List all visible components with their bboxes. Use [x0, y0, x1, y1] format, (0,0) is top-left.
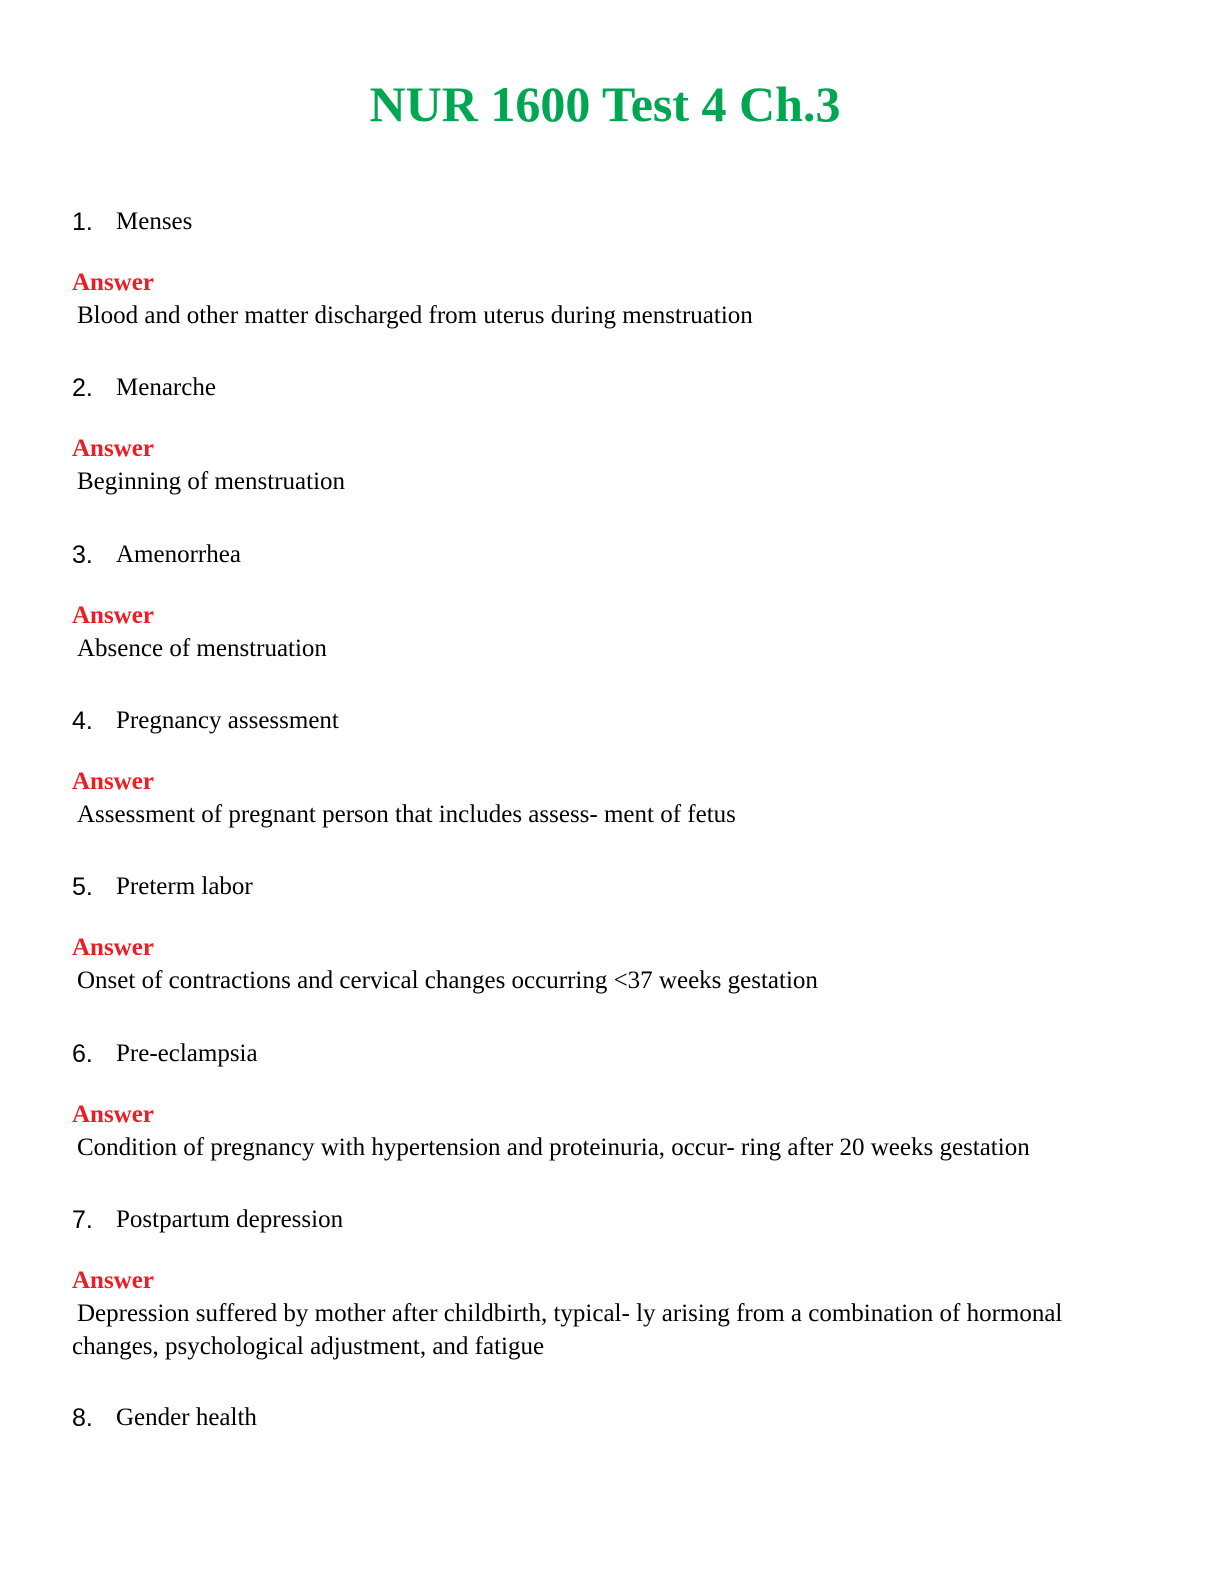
- question-number: 4.: [72, 706, 93, 735]
- question-term: Amenorrhea: [116, 541, 241, 568]
- question: [72, 1036, 1152, 1072]
- question-term: Gender health: [116, 1404, 257, 1431]
- question-number: 5.: [72, 872, 93, 901]
- question: [72, 1400, 1152, 1436]
- answer-label: Answer: [72, 602, 154, 629]
- answer-text: Assessment of pregnant person that includes assess- ment of fetus: [77, 801, 736, 828]
- answer-label: Answer: [72, 435, 154, 462]
- question-number: 2.: [72, 373, 93, 402]
- qa-item-7: [72, 1202, 1072, 1363]
- answer-text: Blood and other matter discharged from uterus during menstruation: [77, 302, 753, 329]
- question-term: Postpartum depression: [116, 1206, 344, 1233]
- question-term: Menarche: [116, 374, 216, 401]
- question-number: 1.: [72, 207, 93, 236]
- question: [72, 204, 1152, 240]
- question: [72, 537, 1152, 573]
- question-number: 6.: [72, 1039, 93, 1068]
- answer-label: Answer: [72, 269, 154, 296]
- qa-item-2: [72, 370, 1152, 498]
- qa-item-6: [72, 1036, 1152, 1164]
- question: [72, 370, 1152, 406]
- answer-text: Onset of contractions and cervical changes occurring <37 weeks gestation: [77, 967, 818, 994]
- question: [72, 869, 1152, 905]
- answer-text: Absence of menstruation: [77, 635, 327, 662]
- question-term: Menses: [116, 208, 193, 235]
- question: [72, 1202, 1072, 1238]
- qa-item-3: [72, 537, 1152, 665]
- question-number: 3.: [72, 540, 93, 569]
- question-term: Preterm labor: [116, 873, 253, 900]
- qa-item-1: [72, 204, 1152, 332]
- answer-label: Answer: [72, 934, 154, 961]
- question: [72, 703, 1152, 739]
- question-term: Pre-eclampsia: [116, 1040, 258, 1067]
- answer-label: Answer: [72, 768, 154, 795]
- answer-text: Beginning of menstruation: [77, 468, 346, 495]
- page-title: NUR 1600 Test 4 Ch.3: [369, 76, 841, 132]
- answer-text: Condition of pregnancy with hypertension and proteinuria, occur- ring after 20 weeks gestation: [77, 1134, 1030, 1161]
- qa-item-4: [72, 703, 1152, 831]
- question-term: Pregnancy assessment: [116, 707, 339, 734]
- question-number: 7.: [72, 1205, 93, 1234]
- qa-item-5: [72, 869, 1152, 997]
- answer-text: Depression suffered by mother after childbirth, typical- ly arising from a combination of hormonal changes, psychological adjustment, and fatigue: [72, 1300, 1063, 1360]
- qa-item-8: [72, 1400, 1152, 1436]
- answer-label: Answer: [72, 1101, 154, 1128]
- question-number: 8.: [72, 1403, 93, 1432]
- answer-label: Answer: [72, 1267, 154, 1294]
